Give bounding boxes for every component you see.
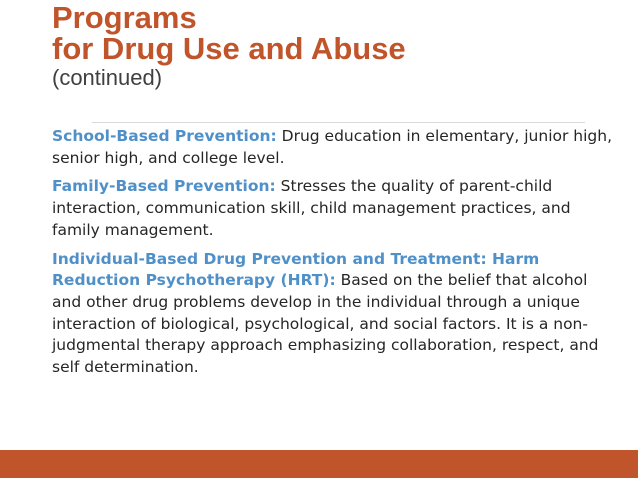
paragraph-school-based xyxy=(52,126,612,169)
paragraph-label: Family-Based Prevention: xyxy=(52,177,276,196)
slide-subtitle: (continued) xyxy=(52,65,163,90)
slide-body xyxy=(52,126,612,386)
paragraph-individual-based xyxy=(52,249,612,379)
paragraph-family-based xyxy=(52,176,612,241)
paragraph-label: School-Based Prevention: xyxy=(52,127,277,145)
paragraph-text: Drug education in elementary, junior high, senior high, and college level. xyxy=(52,127,613,167)
slide-title-block xyxy=(52,2,612,91)
slide-title-line-2: for Drug Use and Abuse xyxy=(52,31,406,66)
footer-bar xyxy=(0,450,638,478)
paragraph-label: Individual-Based Drug Prevention and Treatment: Harm Reduction Psychotherapy (HRT): xyxy=(52,249,540,290)
paragraph-text: Stresses the quality of parent-child interaction, communication skill, child management practices, and family management. xyxy=(52,177,571,239)
paragraph-text: Based on the belief that alcohol and other drug problems develop in the individual through a unique interaction of biological, psychological, and social factors. It is a non-judgmental therapy approach emphasizing collaboration, respect, and self determination. xyxy=(52,271,599,377)
divider-line xyxy=(92,122,585,123)
slide-title-line-1: Programs xyxy=(52,0,197,35)
